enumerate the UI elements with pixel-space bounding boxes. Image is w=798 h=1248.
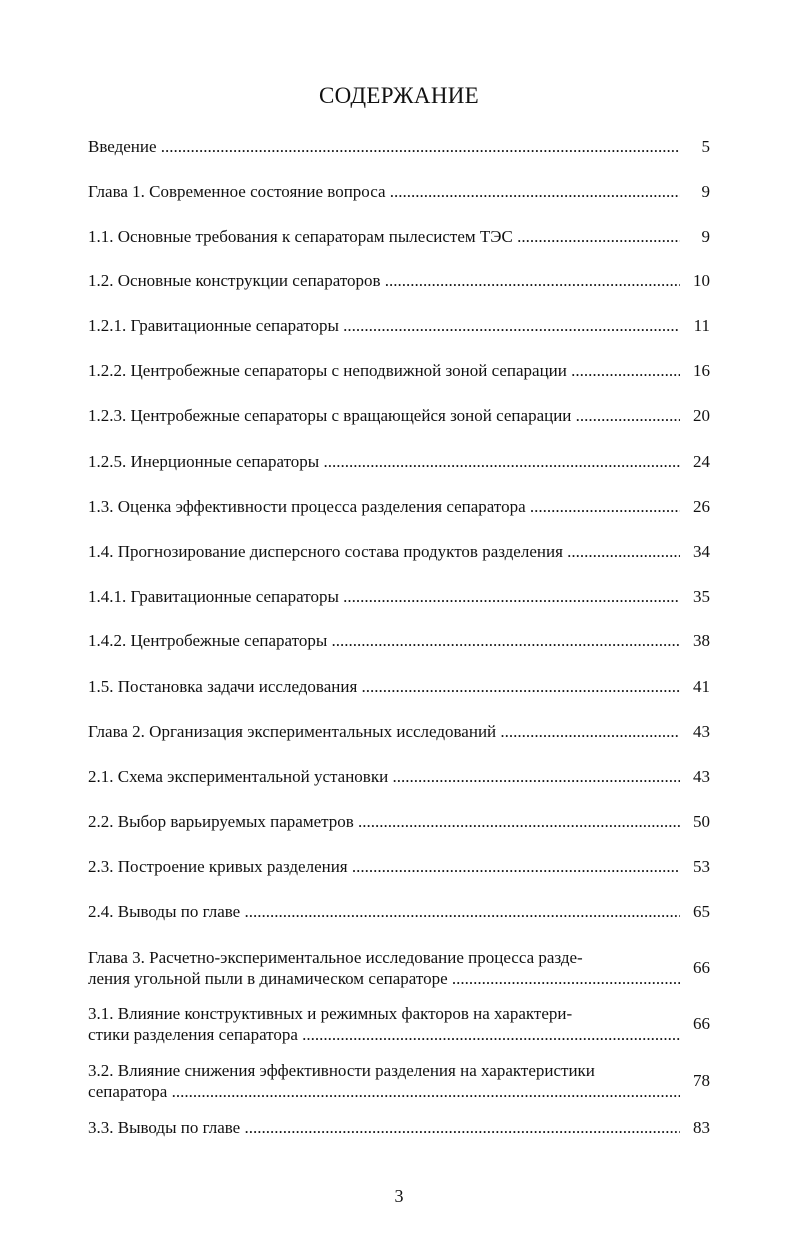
toc-entry-title: 2.3. Построение кривых разделения ..... (88, 856, 680, 877)
toc-entry-page: 38 (693, 631, 710, 650)
toc-entry-page: 35 (693, 587, 710, 606)
toc-entry-page: 66 (693, 958, 710, 977)
toc-entry (88, 901, 728, 922)
toc-entry (88, 1117, 728, 1138)
toc-entry-title: 1.2.5. Инерционные сепараторы ..... (88, 451, 680, 472)
toc-entry (88, 811, 728, 832)
toc-entry-title: 3.2. Влияние снижения эффективности разделения на характеристики (88, 1061, 595, 1080)
toc-entry (88, 676, 728, 697)
toc-entry (88, 721, 728, 742)
toc-entry-title: Глава 2. Организация экспериментальных исследований ..... (88, 721, 680, 742)
toc-entry-page: 16 (693, 361, 710, 380)
toc-entry (88, 270, 728, 291)
toc-entry-title: Введение ..... (88, 136, 680, 157)
toc-entry-page: 53 (693, 857, 710, 876)
toc-entry (88, 226, 728, 247)
toc-entry-title: 2.1. Схема экспериментальной установки ..... (88, 766, 680, 787)
toc-entry-page: 20 (693, 406, 710, 425)
toc-entry-title: 3.1. Влияние конструктивных и режимных факторов на характери- (88, 1004, 573, 1023)
toc-entry (88, 766, 728, 787)
toc-entry-title: Глава 1. Современное состояние вопроса ..... (88, 181, 680, 202)
toc-entry-title: 2.2. Выбор варьируемых параметров ..... (88, 811, 680, 832)
toc-entry-title: 1.4. Прогнозирование дисперсного состава продуктов разделения ..... (88, 541, 680, 562)
toc-entry-page: 83 (693, 1118, 710, 1137)
toc-entry-title: 1.2.3. Центробежные сепараторы с вращающейся зоной сепарации ..... (88, 405, 680, 426)
toc-entry (88, 451, 728, 472)
toc-entry-page: 26 (693, 497, 710, 516)
toc-entry-page: 50 (693, 812, 710, 831)
toc-entry-page: 65 (693, 902, 710, 921)
toc-entry-page: 43 (693, 722, 710, 741)
toc-entry-title: 1.4.1. Гравитационные сепараторы ..... (88, 586, 680, 607)
toc-entry-title: 3.3. Выводы по главе ..... (88, 1117, 680, 1138)
toc-entry (88, 1003, 728, 1045)
toc-entry-title-continued: ления угольной пыли в динамическом сепараторе ..... (88, 968, 680, 989)
toc-entry-page: 66 (693, 1014, 710, 1033)
toc-entry-title: 1.4.2. Центробежные сепараторы ..... (88, 630, 680, 651)
toc-entry-title: 1.3. Оценка эффективности процесса разделения сепаратора ..... (88, 496, 680, 517)
toc-entry-page: 11 (693, 316, 710, 335)
toc-entry (88, 181, 728, 202)
toc-entry-page: 9 (701, 182, 710, 201)
toc-entry (88, 586, 728, 607)
toc-entry (88, 405, 728, 426)
toc-entry-page: 10 (693, 271, 710, 290)
toc-entry (88, 630, 728, 651)
page-number: 3 (394, 1186, 404, 1206)
toc-entry-title: Глава 3. Расчетно-экспериментальное исследование процесса разде- (88, 948, 583, 967)
toc-entry-page: 5 (701, 137, 710, 156)
toc-entry-title-continued: сепаратора ..... (88, 1081, 680, 1102)
toc-entry-title: 1.2.1. Гравитационные сепараторы ..... (88, 315, 680, 336)
toc-entry (88, 360, 728, 381)
page-title: СОДЕРЖАНИЕ (318, 83, 479, 108)
toc-entry-page: 34 (693, 542, 710, 561)
toc-entry-title: 1.5. Постановка задачи исследования ..... (88, 676, 680, 697)
toc-entry-page: 24 (693, 452, 710, 471)
toc-entry (88, 1060, 728, 1102)
toc-entry-title-continued: стики разделения сепаратора ..... (88, 1024, 680, 1045)
toc-entry-title: 2.4. Выводы по главе ..... (88, 901, 680, 922)
toc-entry-title: 1.2. Основные конструкции сепараторов ..... (88, 270, 680, 291)
toc-entry-page: 9 (701, 227, 710, 246)
toc-entry (88, 947, 728, 989)
toc-entry-page: 41 (693, 677, 710, 696)
toc-entry-title: 1.1. Основные требования к сепараторам пылесистем ТЭС ..... (88, 226, 680, 247)
toc-entry (88, 496, 728, 517)
toc-entry (88, 315, 728, 336)
toc-entry-page: 43 (693, 767, 710, 786)
toc-entry (88, 856, 728, 877)
toc-entry-page: 78 (693, 1071, 710, 1090)
toc-entry (88, 541, 728, 562)
toc-entry-title: 1.2.2. Центробежные сепараторы с неподвижной зоной сепарации ..... (88, 360, 680, 381)
toc-entry (88, 136, 728, 157)
